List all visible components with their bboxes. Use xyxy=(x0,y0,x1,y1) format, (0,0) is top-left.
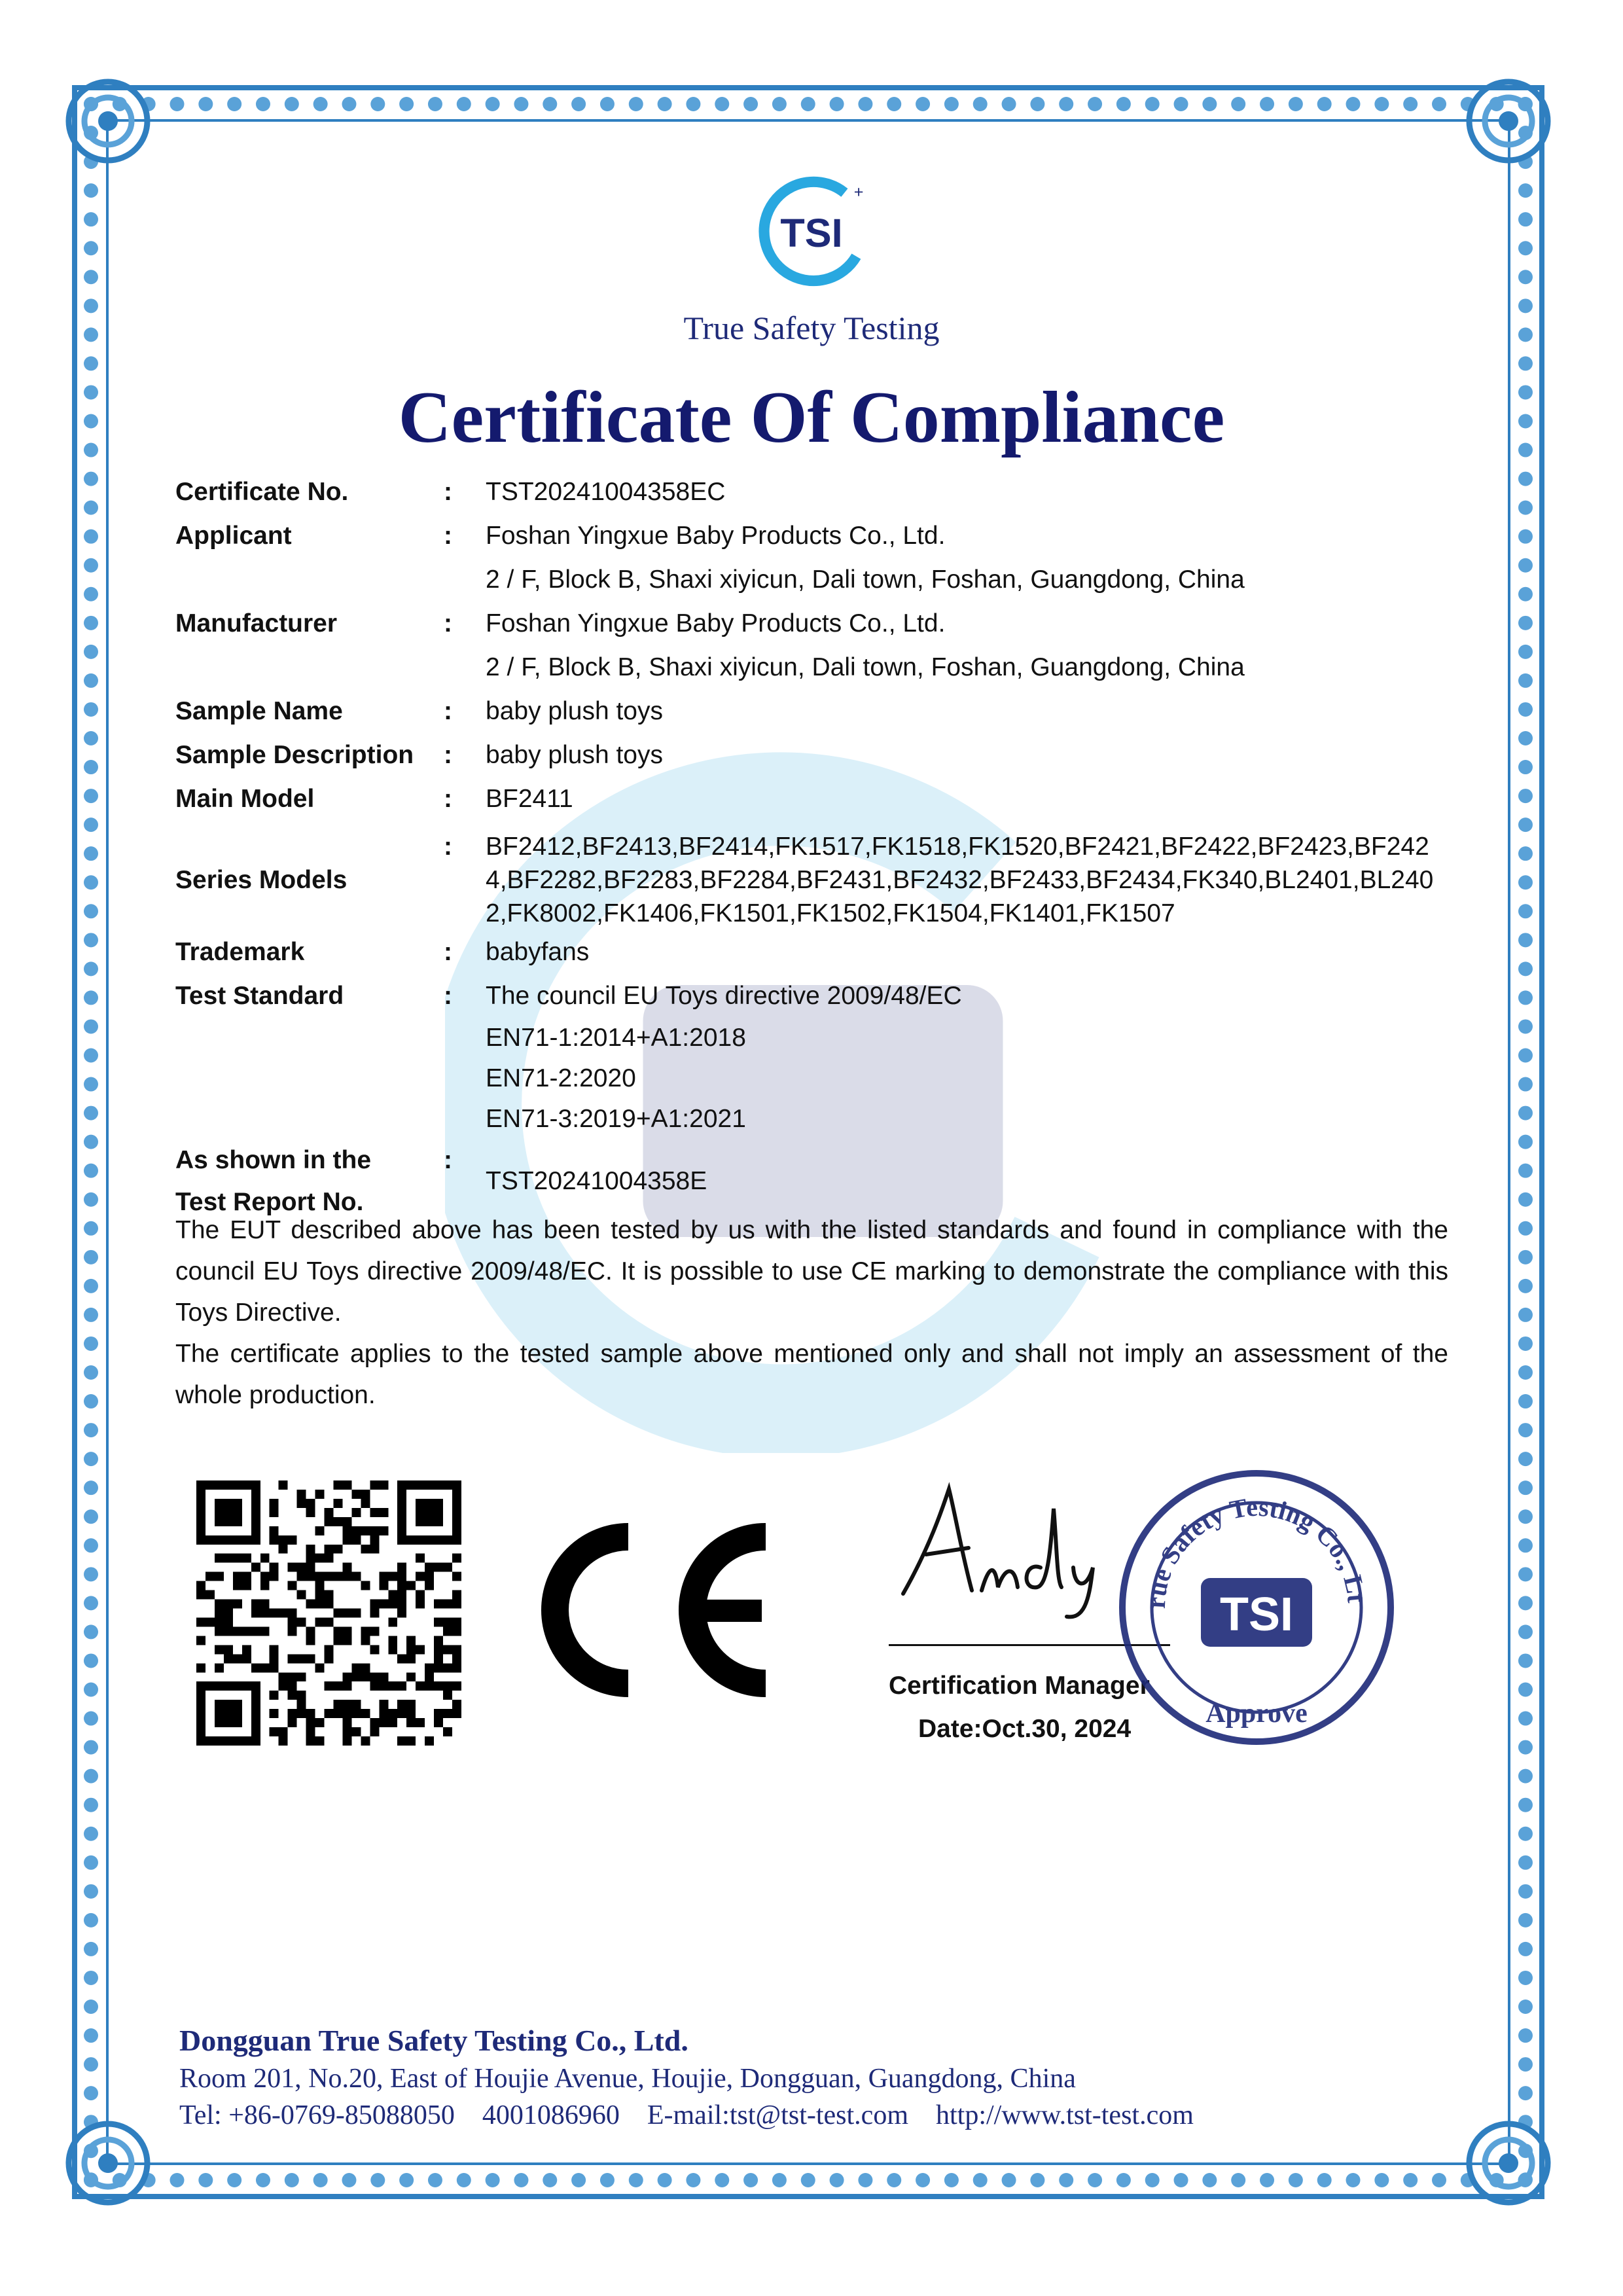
field-value: TST20241004358EC xyxy=(486,478,726,506)
series-models-line: 4,BF2282,BF2283,BF2284,BF2431,BF2432,BF2433,BF2434,FK340,BL2401,BL240 xyxy=(486,866,1434,894)
issue-date: Date:Oct.30, 2024 xyxy=(918,1715,1132,1743)
svg-text:True Safety Testing Co., Ltd.: rue Safety Testing Co., Lt xyxy=(1141,1492,1372,1609)
field-value: BF2411 xyxy=(486,785,573,813)
field-label: As shown in the xyxy=(175,1146,372,1174)
svg-text:Approve: Approve xyxy=(1205,1698,1308,1729)
signatory-role: Certification Manager xyxy=(889,1672,1150,1700)
field-value: baby plush toys xyxy=(486,697,664,725)
ce-mark-icon xyxy=(524,1518,772,1702)
field-label: Main Model xyxy=(175,785,315,813)
page-title: Certificate Of Compliance xyxy=(398,377,1225,458)
company-seal-stamp xyxy=(1113,1463,1400,1751)
certificate-details xyxy=(175,470,1452,1223)
field-label: Sample Name xyxy=(175,697,343,725)
field-sample-name xyxy=(175,689,1452,733)
manufacturer-name: Foshan Yingxue Baby Products Co., Ltd. xyxy=(486,609,946,637)
svg-text:TSI: TSI xyxy=(780,211,843,256)
field-colon: : xyxy=(444,1146,452,1174)
field-value: baby plush toys xyxy=(486,741,664,769)
corner-ornament-bottom-left xyxy=(59,2114,157,2212)
qr-code xyxy=(196,1480,461,1746)
field-value: babyfans xyxy=(486,938,590,966)
footer-contact: Tel: +86-0769-85088050 4001086960 E-mail:tst@tst-test.com http://www.tst-test.com xyxy=(179,2100,1194,2130)
statement-paragraph: The EUT described above has been tested by us with the listed standards and found in compliance with the council EU Toys directive 2009/48/EC. It is possible to use CE marking to demonstrate the compliance with this Toys Directive. xyxy=(175,1216,1448,1327)
test-standard-line: EN71-2:2020 xyxy=(486,1064,636,1092)
field-label: Manufacturer xyxy=(175,609,338,637)
test-standard-line: EN71-3:2019+A1:2021 xyxy=(486,1105,746,1133)
corner-ornament-top-right xyxy=(1459,72,1558,170)
compliance-statement xyxy=(175,1210,1448,1416)
field-colon: : xyxy=(444,478,452,506)
applicant-address: 2 / F, Block B, Shaxi xiyicun, Dali town, Foshan, Guangdong, China xyxy=(486,565,1245,594)
field-colon: : xyxy=(444,522,452,550)
series-models-line: BF2412,BF2413,BF2414,FK1517,FK1518,FK1520,BF2421,BF2422,BF2423,BF242 xyxy=(486,833,1429,861)
brand-name: True Safety Testing xyxy=(683,310,940,346)
field-applicant xyxy=(175,514,1452,601)
field-trademark xyxy=(175,930,1452,974)
field-value: TST20241004358E xyxy=(486,1167,707,1195)
field-colon: : xyxy=(444,982,452,1010)
svg-text:TSI: TSI xyxy=(1219,1588,1294,1641)
corner-ornament-top-left xyxy=(59,72,157,170)
field-manufacturer xyxy=(175,601,1452,689)
field-colon: : xyxy=(444,697,452,725)
field-series-models xyxy=(175,830,1452,930)
field-label: Test Standard xyxy=(175,982,344,1010)
field-label: Certificate No. xyxy=(175,478,349,506)
field-colon: : xyxy=(444,609,452,637)
series-models-line: 2,FK8002,FK1406,FK1501,FK1502,FK1504,FK1401,FK1507 xyxy=(486,899,1175,927)
field-colon: : xyxy=(444,741,452,769)
field-label: Test Report No. xyxy=(175,1188,364,1216)
field-certificate-no xyxy=(175,470,1452,514)
statement-paragraph: The certificate applies to the tested sample above mentioned only and shall not imply an assessment of the whole production. xyxy=(175,1340,1448,1409)
footer xyxy=(179,2021,1194,2134)
field-colon: : xyxy=(444,938,452,966)
applicant-name: Foshan Yingxue Baby Products Co., Ltd. xyxy=(486,522,946,550)
field-main-model xyxy=(175,777,1452,821)
field-label: Trademark xyxy=(175,938,305,966)
field-colon: : xyxy=(444,833,452,861)
tst-logo-icon xyxy=(753,171,870,289)
field-label: Series Models xyxy=(175,866,348,894)
field-label: Applicant xyxy=(175,522,292,550)
corner-ornament-bottom-right xyxy=(1459,2114,1558,2212)
footer-company: Dongguan True Safety Testing Co., Ltd. xyxy=(179,2024,688,2057)
field-label: Sample Description xyxy=(175,741,414,769)
footer-address: Room 201, No.20, East of Houjie Avenue, Houjie, Dongguan, Guangdong, China xyxy=(179,2064,1076,2094)
test-standard-line: EN71-1:2014+A1:2018 xyxy=(486,1024,746,1052)
manufacturer-address: 2 / F, Block B, Shaxi xiyicun, Dali town, Foshan, Guangdong, China xyxy=(486,653,1245,681)
test-standard-line: The council EU Toys directive 2009/48/EC xyxy=(486,982,962,1010)
field-colon: : xyxy=(444,785,452,813)
field-test-standard xyxy=(175,974,1452,1139)
field-sample-description xyxy=(175,733,1452,777)
svg-text:+: + xyxy=(853,183,864,202)
